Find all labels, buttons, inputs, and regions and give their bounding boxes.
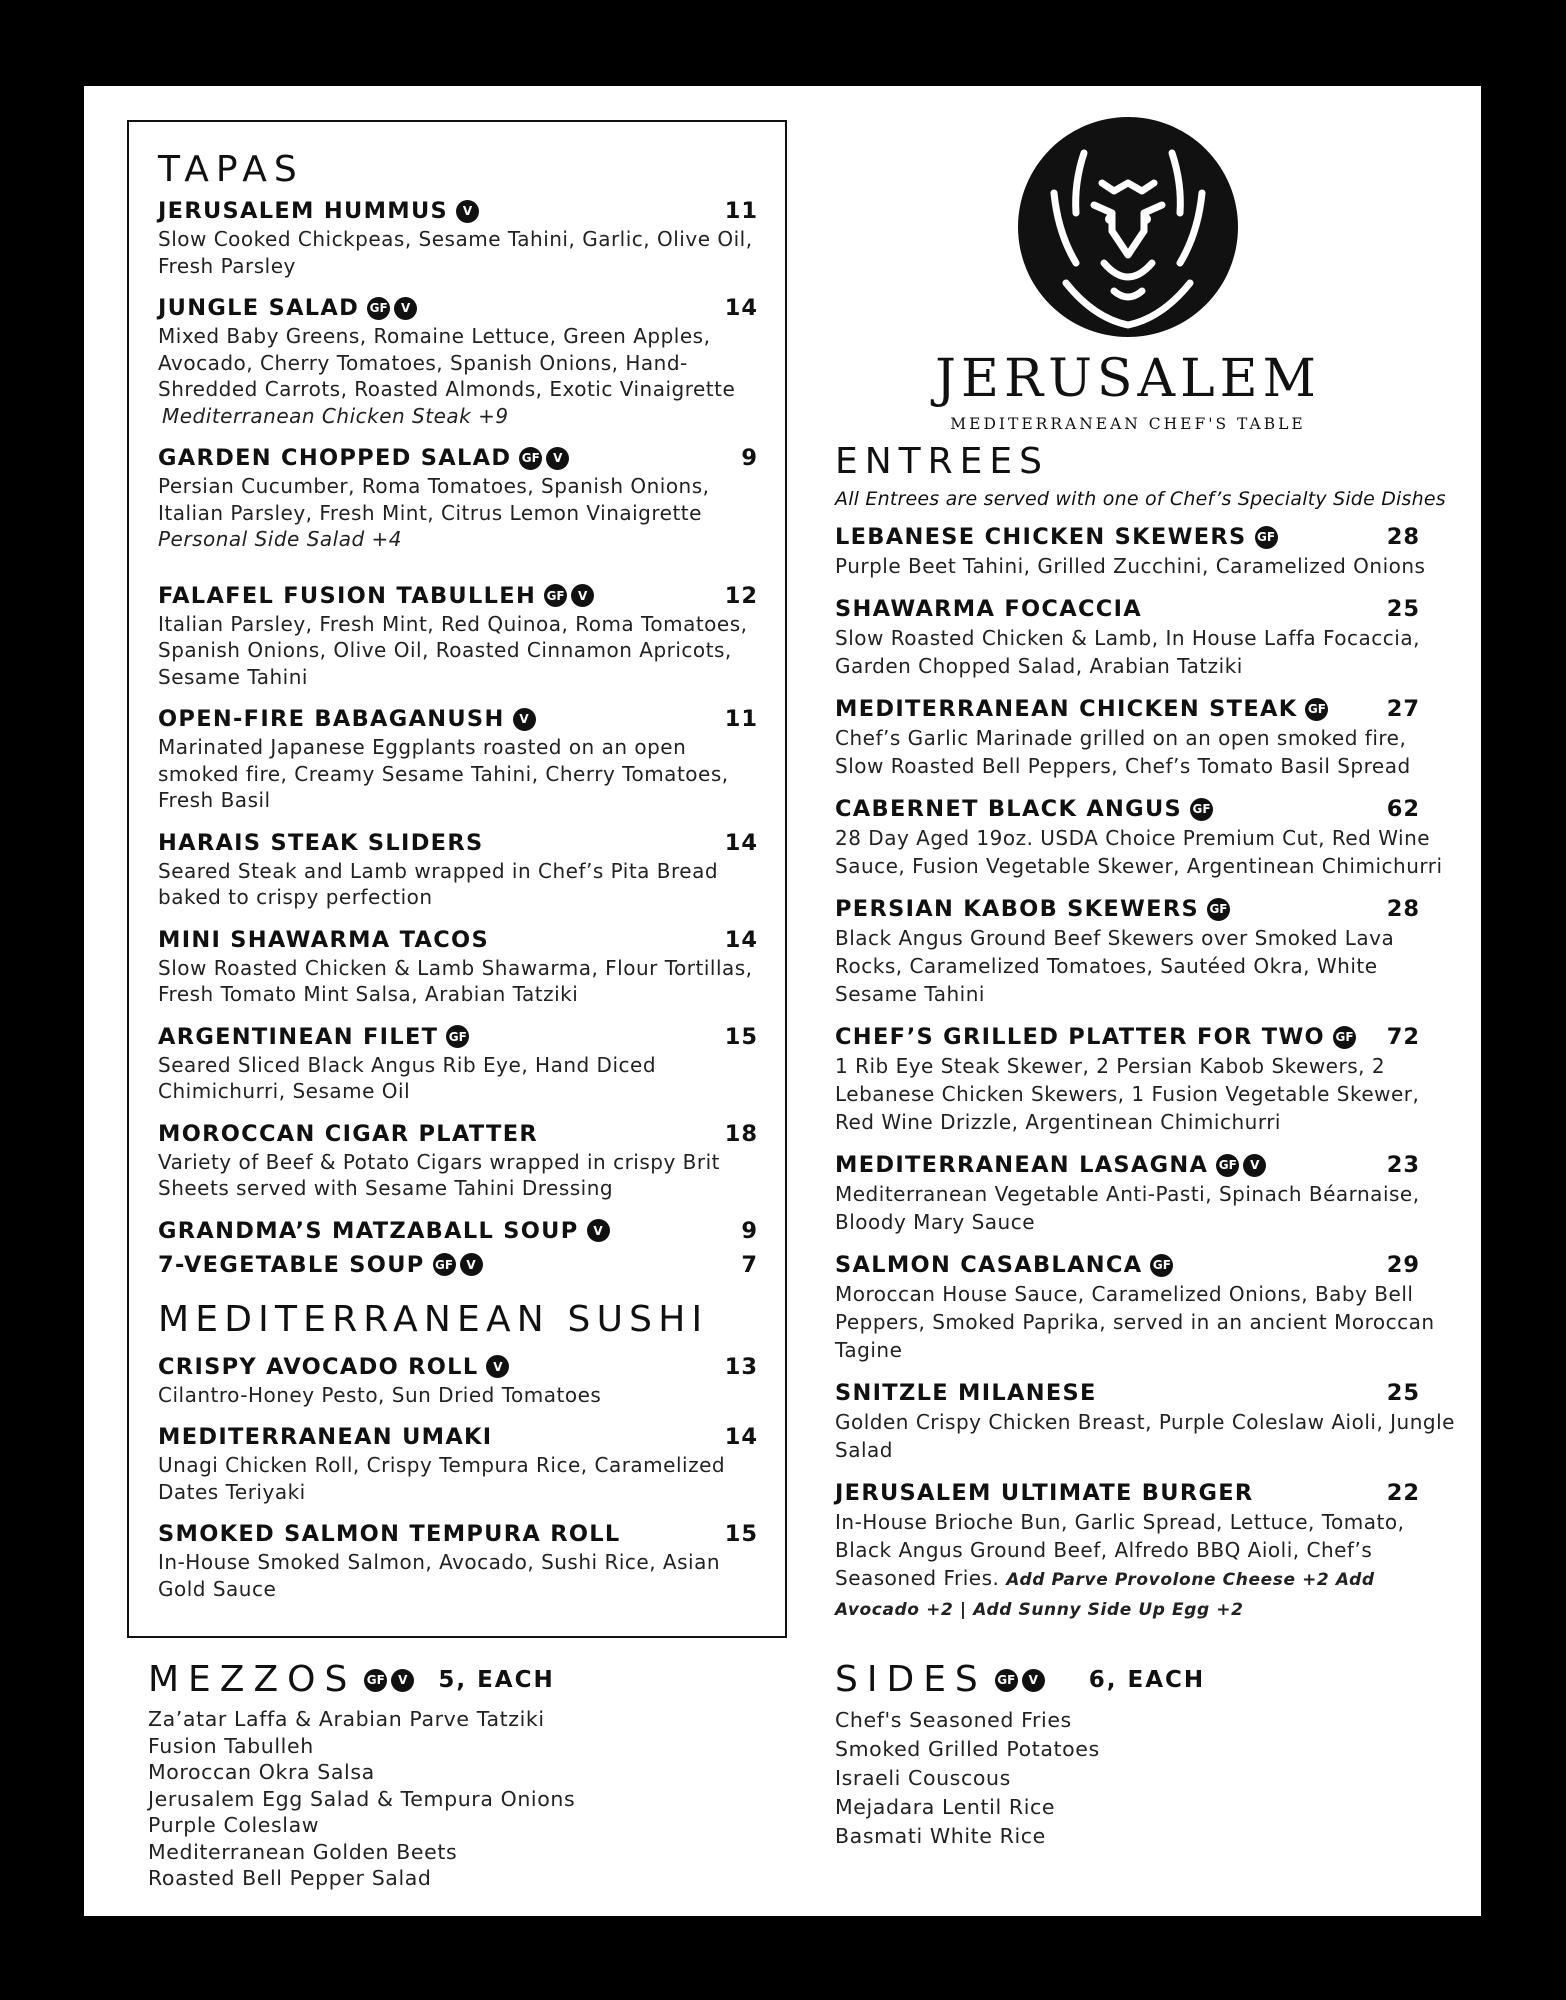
menu-item-price: 15 [724,1023,758,1050]
menu-item [158,828,758,911]
sides-list-item: Smoked Grilled Potatoes [835,1737,1100,1761]
diet-badges [1212,1154,1266,1177]
sides-title: SIDES [835,1659,987,1700]
menu-item-description [158,226,758,279]
menu-item-description-text: Chef’s Garlic Marinade grilled on an open smoked fire, Slow Roasted Bell Peppers, Chef’s Tomato Basil Spread [835,726,1411,778]
menu-item-price: 14 [724,829,758,856]
sides-badges [991,1669,1045,1692]
menu-item-header [158,1022,758,1052]
lion-head-icon [1014,113,1242,341]
menu-item-header [835,1022,1460,1052]
menu-item-description-text: Mixed Baby Greens, Romaine Lettuce, Green Apples, Avocado, Cherry Tomatoes, Spanish Onions, Hand-Shredded Carrots, Roasted Almonds, Exotic Vinaigrette [158,324,736,401]
menu-item-description-text: Mediterranean Vegetable Anti-Pasti, Spinach Béarnaise, Bloody Mary Sauce [835,1182,1420,1234]
menu-item-header [158,704,758,734]
menu-item-description [158,955,758,1008]
vegan-badge: V [1022,1669,1045,1692]
sides-list-item: Chef's Seasoned Fries [835,1708,1072,1732]
menu-item-price: 18 [724,1120,758,1147]
diet-badges [509,708,536,731]
diet-badges [515,447,569,470]
gluten-free-badge: GF [519,447,542,470]
mezzos-list-item: Purple Coleslaw [148,1813,320,1837]
menu-item-description-text: 1 Rib Eye Steak Skewer, 2 Persian Kabob Skewers, 2 Lebanese Chicken Skewers, 1 Fusion Vegetable Skewer, Red Wine Drizzle, Argentinean Chimichurri [835,1054,1420,1134]
menu-item [158,925,758,1008]
menu-item-name: MINI SHAWARMA TACOS [158,926,489,953]
vegan-badge: V [546,447,569,470]
entrees-title: ENTREES [835,441,1050,482]
menu-item [835,1150,1460,1236]
mezzos-title: MEZZOS [148,1659,357,1700]
vegan-badge: V [513,708,536,731]
menu-item-description [835,1280,1460,1364]
menu-item [835,694,1460,780]
menu-item-price: 14 [724,295,758,321]
menu-item-name: CHEF’S GRILLED PLATTER FOR TWO [835,1024,1325,1050]
vegan-badge: V [460,1253,483,1276]
menu-item-description-text: Unagi Chicken Roll, Crispy Tempura Rice, Caramelized Dates Teriyaki [158,1453,726,1504]
vegan-badge: V [456,200,479,223]
menu-item [835,522,1460,580]
menu-item-description-text: Slow Roasted Chicken & Lamb, In House Laffa Focaccia, Garden Chopped Salad, Arabian Tatziki [835,626,1420,678]
menu-item-description-text: Slow Cooked Chickpeas, Sesame Tahini, Garlic, Olive Oil, Fresh Parsley [158,227,753,278]
diet-badges [442,1025,469,1048]
mezzos-list-item: Moroccan Okra Salsa [148,1760,375,1784]
menu-item-description [158,323,758,429]
menu-item-header [158,1519,758,1549]
gluten-free-badge: GF [1255,526,1278,549]
menu-item-note: Mediterranean Chicken Steak +9 [162,403,509,428]
menu-item [158,1250,758,1280]
menu-item-description [835,1180,1460,1236]
menu-item-name: MEDITERRANEAN UMAKI [158,1424,493,1450]
menu-item-header [835,1150,1460,1180]
tapas-list [158,196,758,1280]
menu-item-name: MOROCCAN CIGAR PLATTER [158,1120,538,1147]
entrees-section [835,441,1460,1638]
menu-item-description [835,824,1460,880]
menu-item-name: CRISPY AVOCADO ROLL [158,1353,479,1380]
menu-item-header [158,925,758,955]
diet-badges [452,200,479,223]
menu-item-name: SALMON CASABLANCA [835,1252,1143,1278]
tapas-sushi-panel [127,120,787,1638]
menu-item-header [835,1250,1460,1280]
gluten-free-badge: GF [544,584,567,607]
mezzos-list-item: Mediterranean Golden Beets [148,1839,458,1864]
diet-badges [1329,1026,1356,1049]
tapas-title: TAPAS [158,149,304,190]
menu-item-name: OPEN-FIRE BABAGANUSH [158,706,505,732]
menu-item-price: 23 [1386,1152,1420,1178]
menu-item-description-text: Seared Steak and Lamb wrapped in Chef’s Pita Bread baked to crispy perfection [158,858,719,909]
gluten-free-badge: GF [367,297,390,320]
menu-item-price: 15 [724,1521,758,1547]
menu-item-header [835,594,1460,624]
menu-item-name: 7-VEGETABLE SOUP [158,1251,425,1278]
menu-item [835,1022,1460,1136]
menu-item-name: FALAFEL FUSION TABULLEH [158,582,537,609]
menu-item-header [158,293,758,323]
menu-item-description [835,552,1460,580]
menu-item-price: 29 [1386,1252,1420,1278]
gluten-free-badge: GF [1333,1026,1356,1049]
menu-item-name: JUNGLE SALAD [158,295,360,321]
menu-item-header [158,443,758,473]
menu-item [158,443,758,553]
vegan-badge: V [394,297,417,320]
sides-section [835,1659,1435,1851]
entrees-note: All Entrees are served with one of Chef’s Specialty Side Dishes [835,488,1446,510]
menu-item [158,1352,758,1409]
menu-item [158,293,758,429]
sides-list-item: Israeli Couscous [835,1766,1011,1790]
menu-item-name: JERUSALEM HUMMUS [158,198,449,224]
gluten-free-badge: GF [433,1253,456,1276]
mezzos-list-item: Fusion Tabulleh [148,1733,314,1758]
menu-item-header [158,1422,758,1452]
menu-item-description [835,724,1460,780]
gluten-free-badge: GF [1150,1254,1173,1277]
menu-item-price: 72 [1386,1024,1420,1050]
menu-item [158,196,758,279]
menu-item-description [158,1149,758,1202]
menu-item-name: PERSIAN KABOB SKEWERS [835,896,1199,922]
menu-item-header [158,1216,758,1246]
brand-logo [918,113,1338,433]
sides-price: 6, EACH [1088,1667,1206,1693]
vegan-badge: V [587,1219,610,1242]
menu-item-name: MEDITERRANEAN CHICKEN STEAK [835,696,1298,722]
diet-badges [540,584,594,607]
gluten-free-badge: GF [1190,798,1213,821]
menu-item-description-text: Slow Roasted Chicken & Lamb Shawarma, Flour Tortillas, Fresh Tomato Mint Salsa, Arabian Tatziki [158,955,753,1006]
menu-item-header [158,581,758,611]
menu-item-description-text: Marinated Japanese Eggplants roasted on an open smoked fire, Creamy Sesame Tahini, Cherry Tomatoes, Fresh Basil [158,735,729,812]
menu-item-description-text: Persian Cucumber, Roma Tomatoes, Spanish Onions, Italian Parsley, Fresh Mint, Citrus Lemon Vinaigrette [158,474,710,525]
diet-badges [363,297,417,320]
menu-item-description [158,473,758,553]
sides-list [835,1706,1435,1851]
menu-item-description [835,1508,1460,1624]
menu-item [158,1422,758,1505]
gluten-free-badge: GF [1216,1154,1239,1177]
menu-item-price: 11 [724,198,758,224]
menu-item-price: 14 [724,926,758,953]
menu-item [158,1216,758,1246]
gluten-free-badge: GF [364,1669,387,1692]
menu-item-description [158,1549,758,1602]
menu-item-name: SHAWARMA FOCACCIA [835,596,1142,622]
menu-item [835,1250,1460,1364]
menu-item-description-text: Purple Beet Tahini, Grilled Zucchini, Caramelized Onions [835,554,1426,578]
menu-item-price: 11 [724,706,758,732]
menu-item-description [158,1382,758,1409]
menu-item-header [158,1352,758,1382]
menu-item-price: 9 [741,445,758,471]
mezzos-list-item: Za’atar Laffa & Arabian Parve Tatziki [148,1707,545,1731]
menu-item-note: Add Parve Provolone Cheese +2 Add Avocado +2 | Add Sunny Side Up Egg +2 [835,1570,1375,1620]
menu-item-price: 9 [741,1217,758,1244]
menu-item-description-text: Variety of Beef & Potato Cigars wrapped in crispy Brit Sheets served with Sesame Tahini Dressing [158,1149,721,1200]
menu-item [835,794,1460,880]
menu-item-price: 28 [1386,524,1420,550]
menu-item-price: 27 [1386,696,1420,722]
menu-item-description [835,1052,1460,1136]
menu-item-description-text: In-House Smoked Salmon, Avocado, Sushi Rice, Asian Gold Sauce [158,1550,721,1601]
diet-badges [429,1253,483,1276]
diet-badges [482,1355,509,1378]
menu-item-header [835,694,1460,724]
menu-item-name: ARGENTINEAN FILET [158,1023,439,1050]
menu-item-price: 7 [741,1251,758,1278]
menu-item-name: MEDITERRANEAN LASAGNA [835,1152,1209,1178]
menu-item [835,594,1460,680]
vegan-badge: V [1243,1154,1266,1177]
menu-item-name: HARAIS STEAK SLIDERS [158,829,484,856]
mezzos-badges [360,1669,414,1692]
diet-badges [1251,526,1278,549]
diet-badges [1186,798,1213,821]
gluten-free-badge: GF [995,1669,1018,1692]
vegan-badge: V [391,1669,414,1692]
menu-item-description [835,1408,1460,1464]
mezzos-price: 5, EACH [438,1667,555,1693]
menu-item [158,1519,758,1602]
menu-item-name: LEBANESE CHICKEN SKEWERS [835,524,1247,550]
menu-item [158,704,758,814]
menu-item-header [835,794,1460,824]
menu-item-header [158,1119,758,1149]
menu-item-price: 25 [1386,596,1420,622]
menu-item [158,1119,758,1202]
vegan-badge: V [486,1355,509,1378]
brand-name: JERUSALEM [935,349,1321,409]
sides-list-item: Basmati White Rice [835,1824,1046,1848]
menu-item-description-text: Golden Crispy Chicken Breast, Purple Coleslaw Aioli, Jungle Salad [835,1410,1455,1462]
brand-subtitle: MEDITERRANEAN CHEF'S TABLE [950,415,1306,433]
gluten-free-badge: GF [1305,698,1328,721]
menu-item-header [835,894,1460,924]
menu-item-description [158,611,758,691]
menu-item-header [158,1250,758,1280]
menu-item [158,581,758,691]
mezzos-list-item: Jerusalem Egg Salad & Tempura Onions [148,1786,576,1811]
menu-item-description [835,924,1460,1008]
menu-item-price: 12 [724,582,758,609]
menu-item [158,1022,758,1105]
menu-item-name: GARDEN CHOPPED SALAD [158,445,512,471]
entrees-list [835,522,1460,1624]
menu-item-price: 13 [724,1353,758,1380]
menu-item-price: 28 [1386,896,1420,922]
mezzos-section [148,1659,788,1892]
sides-list-item: Mejadara Lentil Rice [835,1795,1056,1819]
menu-item-header [158,196,758,226]
menu-item-description [158,858,758,911]
menu-item-description-text: In-House Brioche Bun, Garlic Spread, Lettuce, Tomato, Black Angus Ground Beef, Alfredo BBQ Aioli, Chef’s Seasoned Fries. [835,1510,1405,1590]
mezzos-list [148,1706,788,1892]
gluten-free-badge: GF [1207,898,1230,921]
menu-item-header [158,828,758,858]
mezzos-list-item: Roasted Bell Pepper Salad [148,1866,432,1890]
menu-item-description-text: Black Angus Ground Beef Skewers over Smoked Lava Rocks, Caramelized Tomatoes, Sautéed Okra, White Sesame Tahini [835,926,1395,1006]
gluten-free-badge: GF [446,1025,469,1048]
menu-item-description [158,734,758,814]
menu-item-description [835,624,1460,680]
menu-item-description-text: 28 Day Aged 19oz. USDA Choice Premium Cut, Red Wine Sauce, Fusion Vegetable Skewer, Argentinean Chimichurri [835,826,1443,878]
diet-badges [1203,898,1230,921]
menu-item-price: 62 [1386,796,1420,822]
menu-item-name: JERUSALEM ULTIMATE BURGER [835,1480,1254,1506]
menu-item-description-text: Cilantro-Honey Pesto, Sun Dried Tomatoes [158,1382,602,1407]
menu-item [835,894,1460,1008]
menu-item-description-text: Moroccan House Sauce, Caramelized Onions, Baby Bell Peppers, Smoked Paprika, served in an ancient Moroccan Tagine [835,1282,1435,1362]
menu-item-price: 14 [724,1424,758,1450]
menu-item-description [158,1052,758,1105]
menu-item-header [835,1478,1460,1508]
sushi-title: MEDITERRANEAN SUSHI [158,1298,709,1340]
menu-item-note: Personal Side Salad +4 [158,527,402,551]
menu-item-description [158,1452,758,1505]
menu-item-description-text: Italian Parsley, Fresh Mint, Red Quinoa, Roma Tomatoes, Spanish Onions, Olive Oil, Roasted Cinnamon Apricots, Sesame Tahini [158,611,748,689]
menu-item-description-text: Seared Sliced Black Angus Rib Eye, Hand Diced Chimichurri, Sesame Oil [158,1052,657,1103]
vegan-badge: V [571,584,594,607]
menu-item [835,1378,1460,1464]
menu-item-name: CABERNET BLACK ANGUS [835,796,1183,822]
diet-badges [1301,698,1328,721]
menu-item-price: 25 [1386,1380,1420,1406]
menu-item [835,1478,1460,1624]
menu-item-header [835,522,1460,552]
menu-item-name: SNITZLE MILANESE [835,1380,1097,1406]
menu-item-name: GRANDMA’S MATZABALL SOUP [158,1217,579,1244]
menu-item-header [835,1378,1460,1408]
menu-item-name: SMOKED SALMON TEMPURA ROLL [158,1521,621,1547]
diet-badges [1146,1254,1173,1277]
sushi-list [158,1352,758,1603]
menu-item-price: 22 [1386,1480,1420,1506]
diet-badges [583,1219,610,1242]
